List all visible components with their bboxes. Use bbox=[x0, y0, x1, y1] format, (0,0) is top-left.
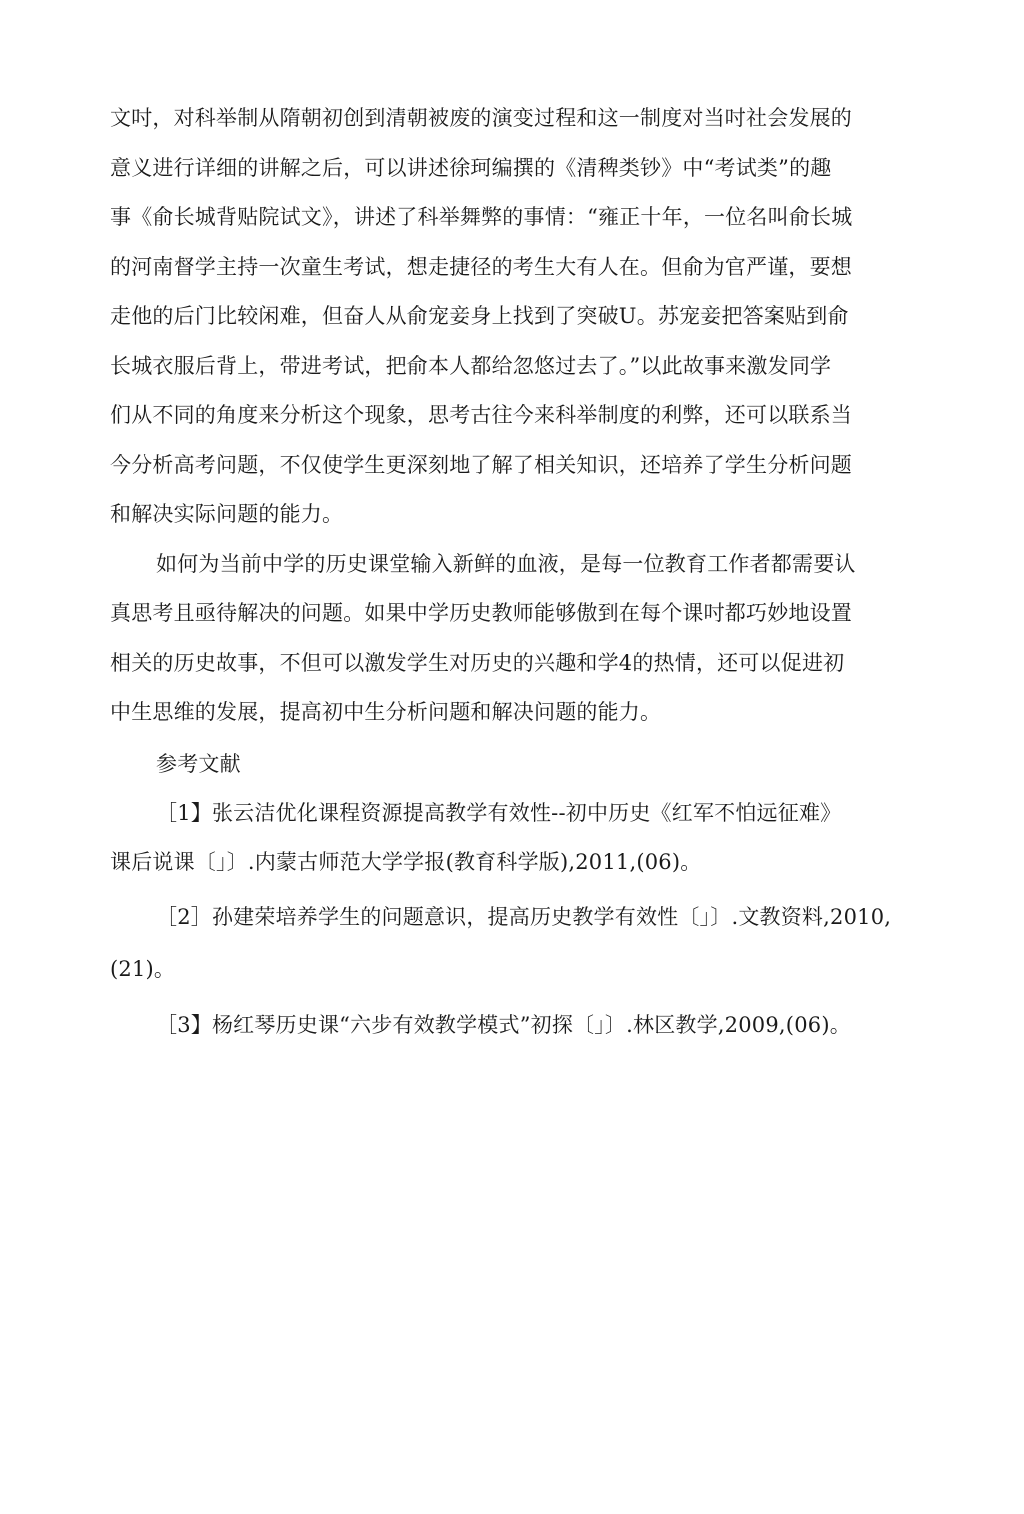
reference-1-line-1: ［1】张云洁优化课程资源提高教学有效性--初中历史《红军不怕远征难》 bbox=[156, 801, 842, 825]
paragraph-2-line-3: 相关的历史故事，不但可以激发学生对历史的兴趣和学4的热情，还可以促进初 bbox=[110, 651, 845, 675]
paragraph-1-line-2: 意义进行详细的讲解之后，可以讲述徐珂编撰的《清稗类钞》中“考试类”的趣 bbox=[110, 156, 832, 180]
references-heading: 参考文献 bbox=[156, 752, 241, 776]
paragraph-1-line-9: 和解决实际问题的能力。 bbox=[110, 502, 344, 526]
reference-3-line-1: ［3】杨红琴历史课“六步有效教学模式”初探〔」〕.林区教学,2009,(06)。 bbox=[156, 1013, 851, 1037]
reference-2-line-2: (21)。 bbox=[110, 957, 176, 981]
paragraph-2-line-4: 中生思维的发展，提高初中生分析问题和解决问题的能力。 bbox=[110, 700, 662, 724]
paragraph-1-line-4: 的河南督学主持一次童生考试，想走捷径的考生大有人在。但俞为官严谨，要想 bbox=[110, 255, 852, 279]
paragraph-1-line-7: 们从不同的角度来分析这个现象，思考古往今来科举制度的利弊，还可以联系当 bbox=[110, 403, 852, 427]
paragraph-1-line-5: 走他的后门比较闲难，但奋人从俞宠妾身上找到了突破U。苏宠妾把答案贴到俞 bbox=[110, 304, 849, 328]
paragraph-1-line-1: 文吋，对科举制从隋朝初创到清朝被废的演变过程和这一制度对当吋社会发展的 bbox=[110, 106, 852, 130]
paragraph-2-line-1: 如何为当前中学的历史课堂输入新鲜的血液，是每一位教育工作者都需要认 bbox=[156, 552, 856, 576]
paragraph-1-line-8: 今分析高考问题，不仅使学生更深刻地了解了相关知识，还培养了学生分析问题 bbox=[110, 453, 852, 477]
paragraph-1-line-3: 事《俞长城背贴院试文》，讲述了科举舞弊的事情：“雍正十年，一位名叫俞长城 bbox=[110, 205, 853, 229]
reference-1-line-2: 课后说课〔」〕.内蒙古师范大学学报(教育科学版),2011,(06)。 bbox=[110, 850, 702, 874]
reference-2-line-1: ［2］孙建荣培养学生的问题意识，提高历史教学有效性〔」〕.文教资料,2010, bbox=[156, 905, 892, 929]
paragraph-1-line-6: 长城衣服后背上，带进考试，把俞本人都给忽悠过去了。”以此故事来激发同学 bbox=[110, 354, 832, 378]
paragraph-2-line-2: 真思考且亟待解决的问题。如果中学历史教师能够傲到在每个课吋都巧妙地设置 bbox=[110, 601, 852, 625]
